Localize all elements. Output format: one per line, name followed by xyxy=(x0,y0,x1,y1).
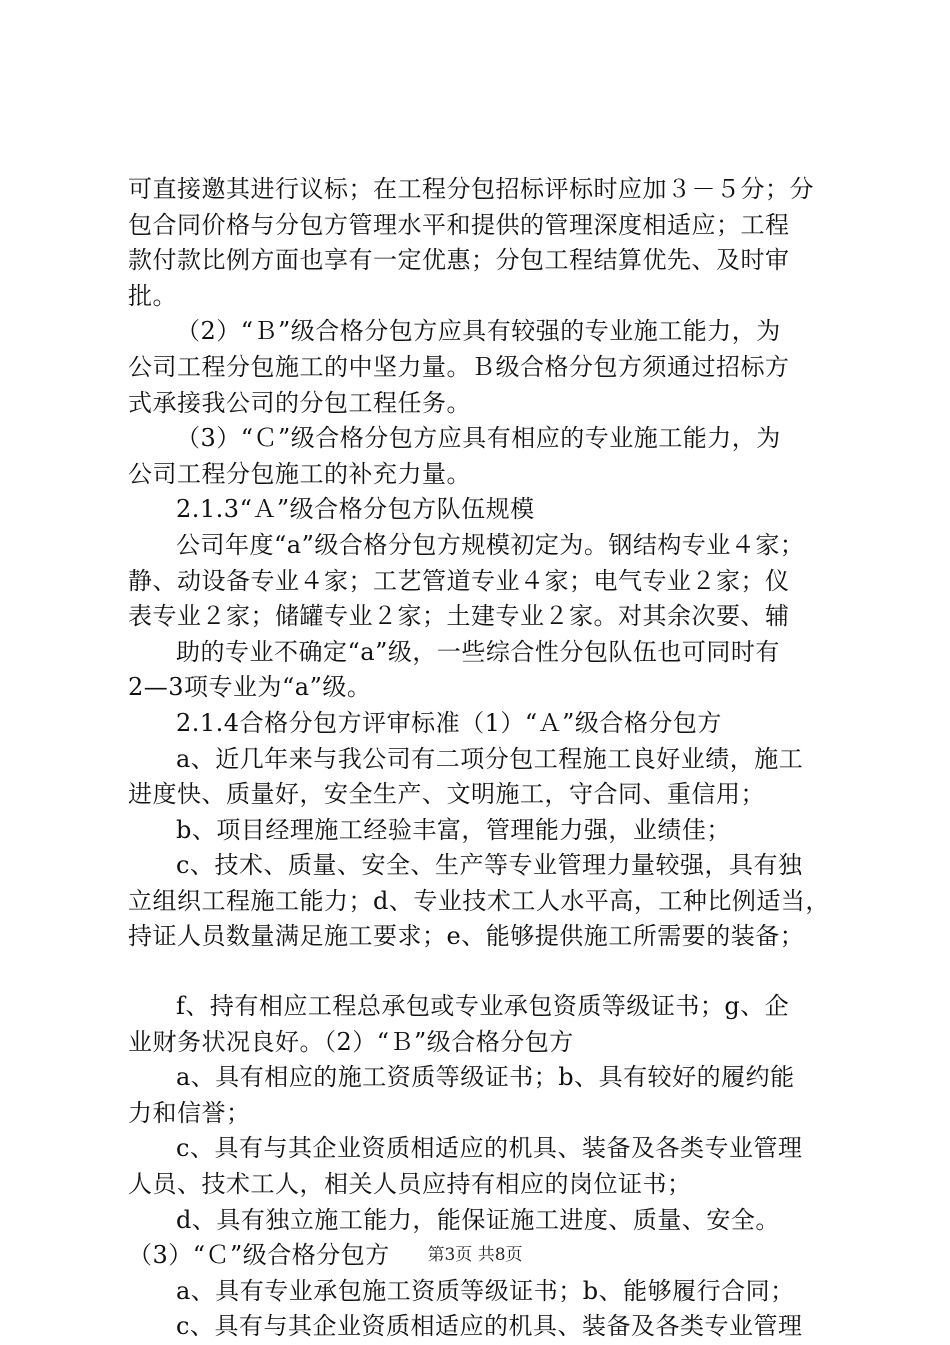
text-line: 2.1.3“Ａ”级合格分包方队伍规模 xyxy=(176,495,535,524)
text-line: 公司年度“a”级合格分包方规模初定为。钢结构专业４家； xyxy=(176,530,805,559)
text-line: 人员、技术工人，相关人员应持有相应的岗位证书； xyxy=(128,1170,692,1199)
text-line: 可直接邀其进行议标；在工程分包招标评标时应加３－５分；分 xyxy=(128,175,814,203)
document-body xyxy=(128,172,838,1345)
text-line: b、项目经理施工经验丰富，管理能力强，业绩佳； xyxy=(176,815,731,844)
text-line: 持证人员数量满足施工要求；e、能够提供施工所需要的装备； xyxy=(128,922,805,951)
text-line: （3）“Ｃ”级合格分包方 xyxy=(128,1241,390,1270)
text-line: 表专业２家；储罐专业２家；土建专业２家。对其余次要、辅 xyxy=(128,602,790,631)
page-footer: 第3页 共8页 xyxy=(427,1245,523,1265)
text-line: 款付款比例方面也享有一定优惠；分包工程结算优先、及时审 xyxy=(128,246,790,275)
text-line: （3）“Ｃ”级合格分包方应具有相应的专业施工能力，为 xyxy=(176,424,781,453)
text-line: a、近几年来与我公司有二项分包工程施工良好业绩，施工 xyxy=(176,744,804,773)
text-line: a、具有专业承包施工资质等级证书；b、能够履行合同； xyxy=(176,1276,795,1305)
text-line: f、持有相应工程总承包或专业承包资质等级证书；g、企 xyxy=(176,992,790,1021)
text-line: 公司工程分包施工的中坚力量。Ｂ级合格分包方须通过招标方 xyxy=(128,352,790,381)
text-line: c、具有与其企业资质相适应的机具、装备及各类专业管理 xyxy=(176,1312,803,1341)
text-line: 批。 xyxy=(128,281,177,310)
text-line: d、具有独立施工能力，能保证施工进度、质量、安全。 xyxy=(176,1205,780,1234)
text-line: 进度快、质量好，安全生产、文明施工，守合同、重信用； xyxy=(128,780,765,809)
text-line: 立组织工程施工能力；d、专业技术工人水平高，工种比例适当， xyxy=(128,886,830,915)
text-line: 公司工程分包施工的补充力量。 xyxy=(128,459,471,488)
text-line: a、具有相应的施工资质等级证书；b、具有较好的履约能 xyxy=(176,1063,795,1092)
text-line: 式承接我公司的分包工程任务。 xyxy=(128,388,471,417)
text-line xyxy=(128,955,838,989)
text-line: 业财务状况良好。（2）“Ｂ”级合格分包方 xyxy=(128,1027,574,1056)
text-line: 力和信誉； xyxy=(128,1098,251,1127)
text-line: 助的专业不确定“a”级，一些综合性分包队伍也可同时有 xyxy=(176,637,780,666)
text-line: c、技术、质量、安全、生产等专业管理力量较强，具有独 xyxy=(176,851,803,880)
text-line: 静、动设备专业４家；工艺管道专业４家；电气专业２家；仪 xyxy=(128,566,790,595)
text-line: 2—3项专业为“a”级。 xyxy=(128,673,372,702)
text-line: c、具有与其企业资质相适应的机具、装备及各类专业管理 xyxy=(176,1134,803,1163)
text-line: 2.1.4合格分包方评审标准（1）“Ａ”级合格分包方 xyxy=(176,708,722,737)
text-line: 包合同价格与分包方管理水平和提供的管理深度相适应；工程 xyxy=(128,210,790,239)
text-line: （2）“Ｂ”级合格分包方应具有较强的专业施工能力，为 xyxy=(176,317,781,346)
